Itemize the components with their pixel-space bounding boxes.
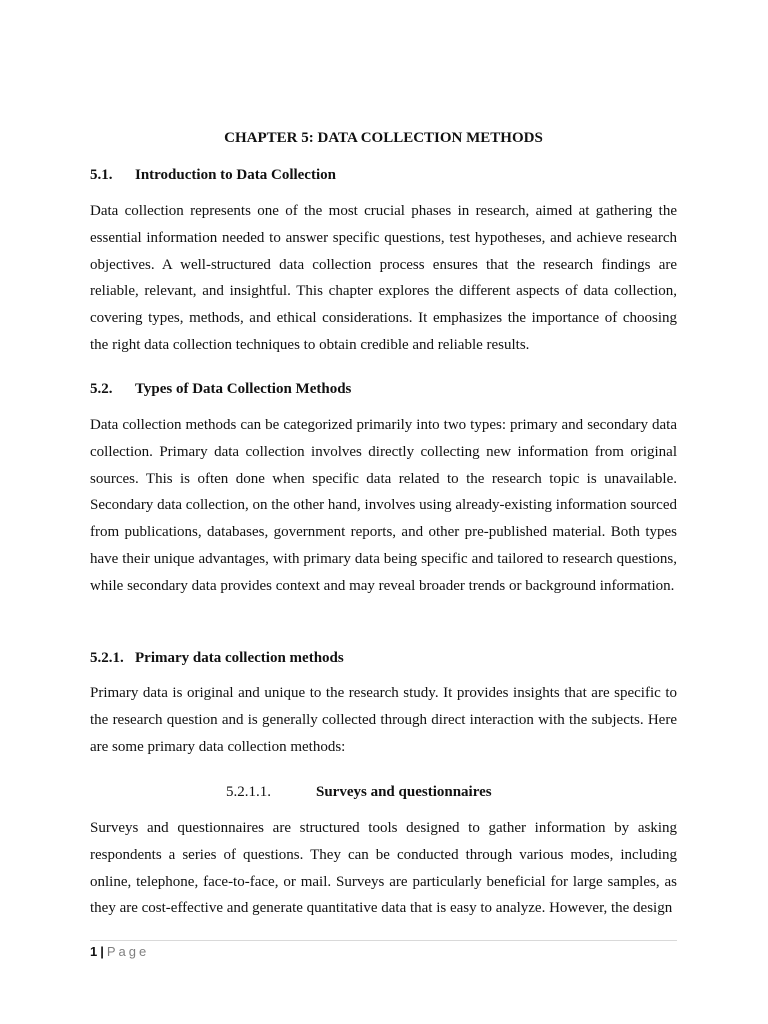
section-number: 5.1. [90, 167, 113, 183]
section-heading-5-2 [90, 379, 351, 399]
section-title: Types of Data Collection Methods [135, 381, 352, 397]
section-5-2-1-paragraph: Primary data is original and unique to the research study. It provides insights that are specific to the research question and is generally collected through direct interaction with the subjects. Here are some primary data collection methods: [90, 685, 677, 755]
page-number: 1 [90, 944, 98, 959]
section-title: Surveys and questionnaires [316, 784, 492, 800]
section-number: 5.2.1.1. [226, 784, 271, 800]
page-footer [90, 940, 677, 961]
section-title: Introduction to Data Collection [135, 167, 336, 183]
section-5-2-paragraph: Data collection methods can be categorized primarily into two types: primary and secondary data collection. Primary data collection involves directly collecting new information from original sources. This is often done when specific data related to the research topic is unavailable. Secondary data collection, on the other hand, involves using already-existing information sourced from publications, databases, government reports, and other pre-published material. Both types have their unique advantages, with primary data being specific and tailored to research questions, while secondary data provides context and may reveal broader trends or background information. [90, 417, 677, 594]
page-label: Page [106, 944, 150, 959]
section-number: 5.2. [90, 381, 113, 397]
section-title: Primary data collection methods [135, 650, 344, 666]
chapter-title: CHAPTER 5: DATA COLLECTION METHODS [224, 130, 543, 146]
section-heading-5-1 [90, 165, 336, 185]
footer-separator: | [100, 944, 104, 959]
section-heading-5-2-1 [90, 648, 344, 668]
section-5-1-paragraph: Data collection represents one of the most crucial phases in research, aimed at gathering the essential information needed to answer specific questions, test hypotheses, and achieve research objectives. A well-structured data collection process ensures that the research findings are reliable, relevant, and insightful. This chapter explores the different aspects of data collection, covering types, methods, and ethical considerations. It emphasizes the importance of choosing the right data collection techniques to obtain credible and reliable results. [90, 203, 677, 353]
section-number: 5.2.1. [90, 650, 124, 666]
section-heading-5-2-1-1 [226, 782, 492, 802]
document-page [90, 0, 677, 1024]
section-5-2-1-1-paragraph: Surveys and questionnaires are structured tools designed to gather information by asking respondents a series of questions. They can be conducted through various modes, including online, telephone, face-to-face, or mail. Surveys are particularly beneficial for large samples, as they are cost-effective and generate quantitative data that is easy to analyze. However, the design [90, 820, 677, 917]
